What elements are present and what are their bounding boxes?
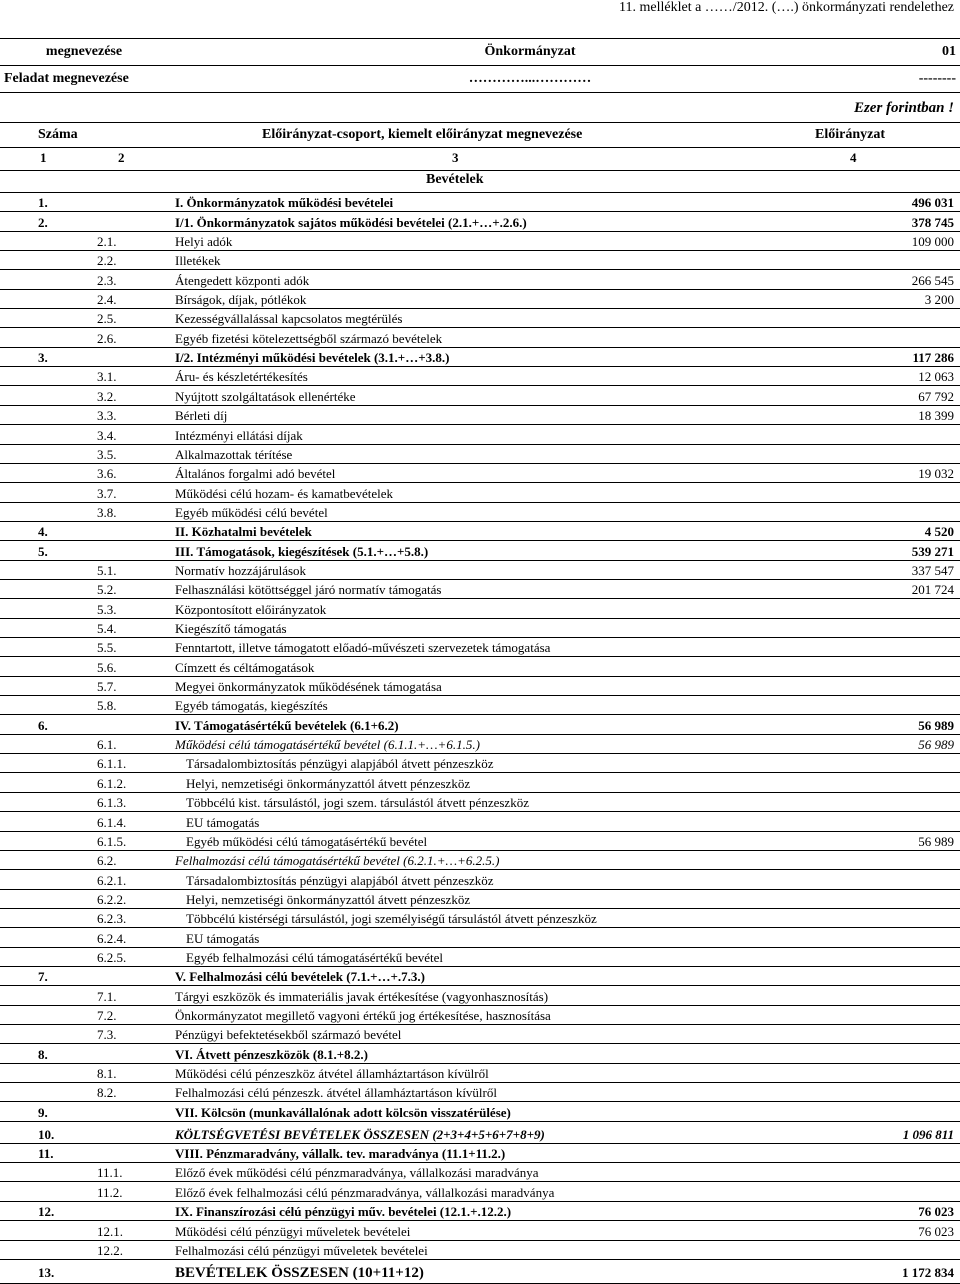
row-label: Intézményi ellátási díjak [175,427,303,443]
row-amount: 18 399 [918,408,954,424]
table-row [0,637,960,657]
table-row [0,211,960,231]
row-subnumber: 3.6. [97,466,117,482]
row-amount: 1 096 811 [902,1126,954,1142]
row-subnumber: 3.4. [97,427,117,443]
row-label: Előző évek felhalmozási célú pénzmaradványa, vállalkozási maradványa [175,1184,555,1200]
table-row [0,618,960,638]
row-label: Általános forgalmi adó bevétel [175,466,336,482]
row-subnumber: 3.5. [97,446,117,462]
row-subnumber: 3.8. [97,504,117,520]
table-row [0,1201,960,1221]
row-subnumber: 12.2. [97,1242,123,1258]
table-row [0,39,960,66]
row-subnumber: 2.2. [97,253,117,269]
row-label: Előző évek működési célú pénzmaradványa, vállalkozási maradványa [175,1165,539,1181]
table-row [0,831,960,851]
row-amount: 109 000 [911,234,954,250]
row-subnumber: 6.2.2. [97,891,127,907]
row-label: I. Önkormányzatok működési bevételei [175,195,394,211]
row-subnumber: 2.1. [97,234,117,250]
row-number: 9. [38,1104,48,1120]
row-label: Egyéb támogatás, kiegészítés [175,698,328,714]
table-row [0,1101,960,1121]
table-row [0,1063,960,1083]
row-label: Működési célú hozam- és kamatbevételek [175,485,394,501]
table-row [0,656,960,676]
row-label: Működési célú pénzeszköz átvétel államháztartáson kívülről [175,1066,489,1082]
table-row [0,966,960,986]
row-label: EU támogatás [186,814,260,830]
column-number: 3 [452,150,459,165]
table-row [0,424,960,444]
row-subnumber: 7.2. [97,1008,117,1024]
column-number: 1 [40,150,47,165]
row-number: 13. [38,1264,55,1280]
row-subnumber: 3.2. [97,388,117,404]
row-subnumber: 6.2.1. [97,872,127,888]
row-amount: 76 023 [918,1204,954,1220]
table-row [0,1259,960,1284]
row-subnumber: 6.2.3. [97,911,127,927]
row-label: Felhalmozási célú támogatásértékű bevétel (6.2.1.+…+6.2.5.) [175,853,500,869]
table-row [0,521,960,541]
table-row [0,386,960,406]
row-amount: 539 271 [911,543,954,559]
row-subnumber: 2.5. [97,311,117,327]
table-row [0,1005,960,1025]
table-row [0,66,960,93]
table-row [0,269,960,289]
table-row [0,1182,960,1202]
currency-note: Ezer forintban ! [853,100,954,116]
row-label: Egyéb felhalmozási célú támogatásértékű bevétel [186,949,443,965]
table-row [0,695,960,715]
row-label: Működési célú pénzügyi műveletek bevételei [175,1223,411,1239]
row-label: Felhalmozási célú pénzügyi műveletek bevételei [175,1242,428,1258]
table-row [0,734,960,754]
row-subnumber: 7.1. [97,988,117,1004]
row-amount: 117 286 [912,350,954,366]
row-label: Kezességvállalással kapcsolatos megtérülés [175,311,403,327]
row-amount: 12 063 [918,369,954,385]
row-amount: 496 031 [911,195,954,211]
row-label: Társadalombiztosítás pénzügyi alapjából átvett pénzeszköz [186,872,494,888]
row-subnumber: 5.3. [97,601,117,617]
row-label: Többcélú kist. társulástól, jogi szem. társulástól átvett pénzeszköz [186,795,529,811]
task-name: …………...………… [168,66,892,93]
table-row [0,192,960,212]
table-row [0,1121,960,1144]
row-label: Helyi adók [175,234,233,250]
row-amount: 56 989 [918,717,954,733]
row-subnumber: 6.1.2. [97,775,127,791]
row-label: VIII. Pénzmaradvány, vállalk. tev. maradványa (11.1+11.2.) [175,1146,506,1162]
row-subnumber: 3.7. [97,485,117,501]
row-label: IX. Finanszírozási célú pénzügyi műv. bevételei (12.1.+.12.2.) [175,1204,512,1220]
table-row [0,482,960,502]
table-row [0,1024,960,1044]
row-label: Nyújtott szolgáltatások ellenértéke [175,388,356,404]
row-label: Felhalmozási célú pénzeszk. átvétel államháztartáson kívülről [175,1085,497,1101]
section-title-row [0,170,960,193]
row-label: Tárgyi eszközök és immateriális javak értékesítése (vagyonhasznosítás) [175,988,549,1004]
row-number: 2. [38,214,48,230]
task-label: Feladat megnevezése [0,66,168,93]
row-number: 8. [38,1046,48,1062]
table-row [0,598,960,618]
row-subnumber: 2.4. [97,292,117,308]
name-label: megnevezése [0,39,168,66]
row-subnumber: 6.1.5. [97,833,127,849]
row-number: 6. [38,717,48,733]
table-row [0,869,960,889]
row-amount: 67 792 [918,388,954,404]
table-row [0,947,960,967]
row-label: Normatív hozzájárulások [175,562,307,578]
row-amount: 76 023 [918,1223,954,1239]
row-label: Egyéb fizetési kötelezettségből származó bevételek [175,330,443,346]
identification-table [0,38,960,93]
row-label: Megyei önkormányzatok működésének támogatása [175,679,442,695]
row-subnumber: 7.3. [97,1027,117,1043]
column-header-row [0,122,960,148]
table-row [0,714,960,734]
row-subnumber: 5.5. [97,640,117,656]
row-amount: 3 200 [924,292,954,308]
table-row [0,908,960,928]
row-number: 5. [38,543,48,559]
row-amount: 56 989 [918,833,954,849]
table-row [0,811,960,831]
row-subnumber: 12.1. [97,1223,123,1239]
row-label: Társadalombiztosítás pénzügyi alapjából átvett pénzeszköz [186,756,494,772]
table-row [0,579,960,599]
row-label: IV. Támogatásértékű bevételek (6.1+6.2) [175,717,399,733]
table-row [0,308,960,328]
row-label: BEVÉTELEK ÖSSZESEN (10+11+12) [175,1264,424,1281]
row-label: EU támogatás [186,930,260,946]
row-subnumber: 11.1. [97,1165,123,1181]
row-subnumber: 5.8. [97,698,117,714]
row-subnumber: 6.1. [97,737,117,753]
row-amount: 337 547 [911,562,954,578]
table-row [0,1220,960,1240]
column-number: 4 [850,150,857,165]
table-row [0,327,960,347]
row-label: Címzett és céltámogatások [175,659,315,675]
table-row [0,444,960,464]
table-row [0,889,960,909]
row-subnumber: 8.2. [97,1085,117,1101]
row-label: Helyi, nemzetiségi önkormányzattól átvett pénzeszköz [186,891,471,907]
table-row [0,753,960,773]
row-amount: 56 989 [918,737,954,753]
row-subnumber: 3.1. [97,369,117,385]
table-row [0,502,960,522]
row-label: II. Közhatalmi bevételek [175,524,312,540]
section-title: Bevételek [426,172,484,187]
row-label: Áru- és készletértékesítés [175,369,308,385]
row-amount: 201 724 [911,582,954,598]
column-number-row [0,146,960,171]
table-row [0,1082,960,1102]
row-amount: 378 745 [911,214,954,230]
table-row [0,560,960,580]
row-subnumber: 5.6. [97,659,117,675]
row-label: VI. Átvett pénzeszközök (8.1.+8.2.) [175,1046,368,1062]
row-label: Önkormányzatot megillető vagyoni értékű jog értékesítése, hasznosítása [175,1008,551,1024]
row-label: Illetékek [175,253,221,269]
row-label: Felhasználási kötöttséggel járó normatív támogatás [175,582,442,598]
row-number: 7. [38,969,48,985]
row-subnumber: 6.2. [97,853,117,869]
number-column-header: Száma [38,127,78,142]
task-code: -------- [892,66,960,93]
entity-code: 01 [892,39,960,66]
row-subnumber: 5.1. [97,562,117,578]
table-row [0,927,960,947]
row-subnumber: 6.2.4. [97,930,127,946]
row-label: Egyéb működési célú támogatásértékű bevétel [186,833,428,849]
document-header-note: 11. melléklet a ……/2012. (….) önkormányzati rendelethez [619,0,954,15]
row-label: I/1. Önkormányzatok sajátos működési bevételei (2.1.+…+.2.6.) [175,214,527,230]
row-number: 10. [38,1126,55,1142]
table-row [0,773,960,793]
row-label: Központosított előirányzatok [175,601,327,617]
row-amount: 266 545 [911,272,954,288]
row-amount: 19 032 [918,466,954,482]
row-label: Átengedett központi adók [175,272,310,288]
row-label: Helyi, nemzetiségi önkormányzattól átvett pénzeszköz [186,775,471,791]
row-subnumber: 6.2.5. [97,949,127,965]
amount-column-header: Előirányzat [815,127,885,142]
row-number: 4. [38,524,48,540]
row-label: I/2. Intézményi működési bevételek (3.1.+…+3.8.) [175,350,450,366]
row-subnumber: 2.6. [97,330,117,346]
table-row [0,676,960,696]
table-row [0,540,960,560]
table-row [0,289,960,309]
row-label: Kiegészítő támogatás [175,621,287,637]
row-label: Egyéb működési célú bevétel [175,504,328,520]
row-amount: 1 172 834 [902,1264,954,1280]
row-subnumber: 8.1. [97,1066,117,1082]
row-label: KÖLTSÉGVETÉSI BEVÉTELEK ÖSSZESEN (2+3+4+5+6+7+8+9) [175,1126,545,1142]
row-number: 11. [38,1146,54,1162]
table-row [0,231,960,251]
row-subnumber: 5.2. [97,582,117,598]
description-column-header: Előirányzat-csoport, kiemelt előirányzat megnevezése [262,127,583,142]
table-row [0,850,960,870]
row-subnumber: 6.1.4. [97,814,127,830]
table-row [0,1240,960,1260]
row-label: III. Támogatások, kiegészítések (5.1.+…+5.8.) [175,543,429,559]
row-subnumber: 6.1.3. [97,795,127,811]
row-label: Fenntartott, illetve támogatott előadó-művészeti szervezetek támogatása [175,640,551,656]
row-label: Bírságok, díjak, pótlékok [175,292,307,308]
row-subnumber: 2.3. [97,272,117,288]
column-number: 2 [118,150,125,165]
table-row [0,366,960,386]
table-row [0,1043,960,1063]
row-label: Pénzügyi befektetésekből származó bevétel [175,1027,402,1043]
table-row [0,250,960,270]
table-row [0,347,960,367]
row-label: V. Felhalmozási célú bevételek (7.1.+…+.7.3.) [175,969,425,985]
row-number: 3. [38,350,48,366]
row-number: 12. [38,1204,55,1220]
row-label: Alkalmazottak térítése [175,446,293,462]
row-number: 1. [38,195,48,211]
row-subnumber: 6.1.1. [97,756,127,772]
table-row [0,1162,960,1182]
row-label: VII. Kölcsön (munkavállalónak adott kölcsön visszatérülése) [175,1104,511,1120]
table-row [0,463,960,483]
row-subnumber: 3.3. [97,408,117,424]
row-amount: 4 520 [924,524,954,540]
row-label: Többcélú kistérségi társulástól, jogi személyiségű társulástól átvett pénzeszköz [186,911,597,927]
row-subnumber: 5.7. [97,679,117,695]
row-subnumber: 5.4. [97,621,117,637]
row-subnumber: 11.2. [97,1184,123,1200]
entity-name: Önkormányzat [168,39,892,66]
row-label: Bérleti díj [175,408,228,424]
table-row [0,985,960,1005]
table-row [0,1143,960,1163]
table-row [0,405,960,425]
row-label: Működési célú támogatásértékű bevétel (6.1.1.+…+6.1.5.) [175,737,480,753]
table-row [0,792,960,812]
